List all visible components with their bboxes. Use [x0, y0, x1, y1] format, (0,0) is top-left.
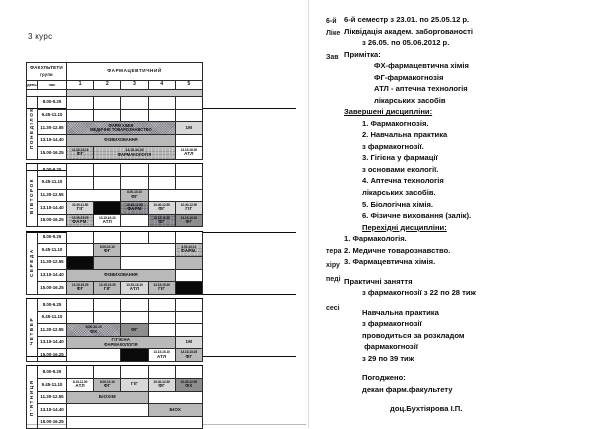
time-slot-label: 8.00-9.25 [38, 299, 67, 312]
schedule-cell[interactable] [94, 147, 176, 160]
schedule-cell[interactable] [121, 189, 148, 202]
schedule-cell[interactable] [94, 366, 121, 379]
schedule-row[interactable] [27, 122, 203, 135]
timetable[interactable] [26, 62, 203, 429]
ghost-fragment-3: тера [326, 248, 342, 255]
transition-item-0: 1. Фармакологія. [344, 234, 407, 244]
note-liquidation-dates: з 26.05. по 05.06.2012 р. [362, 38, 450, 48]
cell-subject: ФГ [158, 218, 166, 224]
cell-subject: ФГ [185, 353, 193, 359]
transition-item-1: 2. Медичне товарознавство. [344, 245, 451, 255]
cell-time: 8.00-10.10 [181, 245, 197, 250]
schedule-row[interactable] [27, 379, 203, 392]
cell-subject: ФІЗВИХОВАННЯ [104, 272, 138, 278]
schedule-row[interactable] [27, 176, 203, 189]
cell-subject: ГІГІЄНА [111, 337, 131, 343]
schedule-cell[interactable] [67, 269, 176, 282]
schedule-cell[interactable] [148, 97, 175, 110]
schedule-row[interactable] [27, 214, 203, 227]
cell-subject: ГІГ [103, 286, 111, 292]
cell-subject: ГІГ [131, 381, 138, 387]
cell-time: 10.40-12.50 [153, 379, 170, 384]
cell-subject: ФГ [158, 206, 166, 212]
schedule-cell[interactable] [175, 311, 202, 324]
time-slot-label: 11.30-12.55 [38, 256, 67, 269]
transition-disciplines-list [344, 233, 594, 268]
cell-time: 13.15-16.30 [125, 148, 144, 153]
practice-title: Практичні заняття [344, 276, 413, 286]
training-line-3: фармакогнозії [362, 342, 418, 352]
day-label-4: П'ЯТНИЦЯ [27, 366, 38, 429]
time-slot-label: 11.30-12.55 [38, 324, 67, 337]
schedule-cell[interactable] [67, 97, 94, 110]
col-header-group-4: 4 [148, 81, 175, 90]
schedule-cell[interactable] [175, 336, 202, 349]
cell-subject: ФХ [90, 328, 98, 334]
schedule-cell[interactable] [67, 311, 94, 324]
cell-time: 8.00-10.10 [127, 190, 142, 195]
cell-subject: ГІГ [185, 206, 193, 212]
cell-subject: ФГ [131, 193, 138, 199]
schedule-cell[interactable] [148, 202, 175, 215]
schedule-cell[interactable] [175, 349, 202, 362]
cell-time: 10.40-12.50 [153, 202, 170, 207]
day-label-3: ЧЕТВЕР [27, 299, 38, 362]
schedule-cell[interactable] [148, 231, 175, 244]
signer: доц.Бухтіярова І.П. [390, 404, 463, 414]
schedule-cell[interactable] [67, 189, 121, 202]
schedule-row[interactable] [27, 97, 203, 110]
schedule-cell[interactable] [67, 416, 203, 429]
schedule-cell[interactable] [175, 324, 202, 337]
schedule-cell[interactable] [67, 109, 94, 122]
cell-time: 13.15-16.10 [99, 215, 116, 220]
schedule-cell[interactable] [175, 109, 202, 122]
cell-subject: АТЛ [75, 383, 85, 389]
schedule-row[interactable] [27, 311, 203, 324]
page-fold [308, 0, 309, 428]
schedule-cell[interactable] [148, 366, 175, 379]
cell-subject: ГІГ [158, 286, 166, 292]
cell-subject: ФГ [185, 218, 193, 224]
schedule-cell[interactable] [148, 109, 175, 122]
time-slot-label: 13.15-14.40 [38, 404, 67, 417]
schedule-cell[interactable] [148, 311, 175, 324]
schedule-cell[interactable] [94, 202, 121, 215]
schedule-cell[interactable] [67, 164, 94, 177]
training-line-1: з фармакогнозії [362, 319, 422, 329]
schedule-cell[interactable] [148, 189, 202, 202]
time-slot-label: 8.00-9.25 [38, 231, 67, 244]
time-slot-label: 8.00-9.25 [38, 97, 67, 110]
schedule-row[interactable] [27, 134, 203, 147]
time-slot-label: 15.00-16.25 [38, 349, 67, 362]
schedule-row[interactable] [27, 109, 203, 122]
approved-by: декан фарм.факультету [362, 384, 453, 394]
schedule-cell[interactable] [121, 349, 148, 362]
schedule-cell[interactable] [148, 164, 175, 177]
day-label-0: ПОНЕДІЛОК [27, 97, 38, 160]
schedule-cell[interactable] [94, 299, 121, 312]
schedule-row[interactable] [27, 202, 203, 215]
cell-subject: ФАРМ. [72, 218, 89, 224]
time-slot-label: 9.45-11.10 [38, 311, 67, 324]
schedule-row[interactable] [27, 269, 203, 282]
cell-time: 10.40-12.50 [180, 202, 198, 207]
page-title: 3 курс [28, 32, 53, 41]
col-header-group-3: 3 [121, 81, 148, 90]
ghost-fragment-0: 6-й [326, 18, 337, 25]
cell-time: 13.15-15.25 [180, 350, 198, 355]
cell-time: 8.00-10.10 [99, 379, 115, 384]
time-slot-label: 11.30-12.55 [38, 122, 67, 135]
schedule-cell[interactable] [94, 214, 121, 227]
col-header-group-1: 1 [67, 81, 94, 90]
cell-subject: 1М [185, 339, 193, 345]
schedule-cell[interactable] [175, 147, 202, 160]
cell-subject: 1М [185, 124, 193, 130]
cell-time: 13.15-16.30 [153, 215, 170, 220]
schedule-cell[interactable] [121, 299, 148, 312]
schedule-cell[interactable] [148, 324, 175, 337]
faculty-name: ФАРМАЦЕВТИЧНИЙ [67, 63, 203, 81]
schedule-cell[interactable] [121, 244, 175, 257]
schedule-cell[interactable] [67, 282, 94, 295]
schedule-cell[interactable] [175, 244, 202, 257]
completed-item-0: 1. Фармакогнозія. [362, 118, 429, 128]
training-line-4: з 29 по 39 тиж [362, 353, 415, 363]
schedule-cell[interactable] [121, 366, 148, 379]
schedule-cell[interactable] [175, 164, 202, 177]
schedule-cell[interactable] [94, 176, 121, 189]
schedule-cell[interactable] [67, 336, 176, 349]
schedule-row[interactable] [27, 164, 203, 177]
cell-time: 10.40-12.50 [126, 202, 143, 207]
faculty-title: ФАКУЛЬТЕТИ [30, 64, 63, 70]
cell-subject: ФГ [76, 151, 84, 157]
schedule-cell[interactable] [67, 244, 94, 257]
time-slot-label: 8.00-9.25 [38, 366, 67, 379]
cell-time: 8.00-10.10 [99, 245, 115, 250]
abbreviation-line-2: АТЛ - аптечна технологія [374, 84, 468, 94]
ghost-fragment-4: хіру [326, 262, 340, 269]
cell-subject: АТЛ [156, 353, 167, 359]
schedule-cell[interactable] [121, 214, 148, 227]
time-slot-label: 8.00-9.25 [38, 164, 67, 177]
schedule-cell[interactable] [67, 147, 94, 160]
cell-time: 13.15-16.10 [126, 282, 143, 287]
completed-item-2: з фармакогнозії. [362, 141, 424, 151]
completed-item-6: лікарських засобів. [362, 187, 436, 197]
schedule-row[interactable] [27, 391, 203, 404]
schedule-cell[interactable] [121, 282, 148, 295]
schedule-cell[interactable] [121, 176, 148, 189]
schedule-row[interactable] [27, 244, 203, 257]
time-slot-label: 9.45-11.10 [38, 244, 67, 257]
schedule-cell[interactable] [67, 366, 94, 379]
cell-time: 13.15-15.15 [71, 148, 89, 153]
schedule-cell[interactable] [175, 176, 202, 189]
schedule-cell[interactable] [175, 202, 202, 215]
schedule-row[interactable] [27, 299, 203, 312]
schedule-cell[interactable] [94, 109, 121, 122]
schedule-cell[interactable] [175, 379, 202, 392]
schedule-cell[interactable] [94, 256, 121, 269]
group-header-row [27, 81, 203, 90]
ghost-fragment-2: Зав [326, 54, 339, 61]
schedule-cell[interactable] [148, 214, 175, 227]
training-line-0: Навчальна практика [362, 307, 439, 317]
schedule-cell[interactable] [175, 122, 202, 135]
schedule-cell[interactable] [148, 404, 202, 417]
schedule-cell[interactable] [67, 404, 149, 417]
completed-item-3: 3. Гігієна у фармації [362, 153, 438, 163]
schedule-cell[interactable] [148, 282, 175, 295]
time-slot-label: 9.45-11.10 [38, 109, 67, 122]
time-slot-label: 15.00-16.25 [38, 416, 67, 429]
schedule-row[interactable] [27, 336, 203, 349]
schedule-row[interactable] [27, 282, 203, 295]
completed-disciplines-list [344, 118, 594, 222]
practice-line: з фармакогнозії з 22 по 28 тиж [362, 288, 476, 298]
cell-time: 13.15-15.20 [153, 282, 170, 287]
completed-item-4: з основами екології. [362, 164, 439, 174]
cell-subject: БІОХІМ [98, 394, 116, 400]
schedule-row[interactable] [27, 404, 203, 417]
training-practice-list [344, 307, 594, 365]
schedule-cell[interactable] [121, 324, 148, 337]
schedule-cell[interactable] [94, 379, 121, 392]
schedule-cell[interactable] [175, 231, 202, 244]
schedule-cell[interactable] [121, 202, 148, 215]
time-slot-label: 13.15-14.40 [38, 269, 67, 282]
schedule-cell[interactable] [175, 134, 202, 147]
schedule-cell[interactable] [121, 231, 148, 244]
cell-time: 10.40-11.50 [71, 202, 89, 207]
schedule-cell[interactable] [67, 299, 94, 312]
abbreviation-line-1: ФГ-фармакогнозія [374, 72, 444, 82]
cell-subject: АТЛ [129, 286, 140, 292]
schedule-cell[interactable] [67, 214, 94, 227]
schedule-cell[interactable] [67, 349, 121, 362]
cell-subject: ФГ [103, 383, 111, 389]
schedule-cell[interactable] [94, 231, 121, 244]
cell-subject: ФГ [158, 383, 166, 389]
schedule-cell[interactable] [121, 109, 148, 122]
schedule-cell[interactable] [175, 256, 202, 269]
schedule-cell[interactable] [94, 244, 121, 257]
schedule-cell[interactable] [175, 214, 202, 227]
cell-subject: БІОХ [169, 406, 182, 412]
time-slot-label: 9.45-11.10 [38, 379, 67, 392]
schedule-row[interactable] [27, 349, 203, 362]
time-slot-label: 11.30-12.55 [38, 189, 67, 202]
approved-title: Погоджено: [362, 373, 406, 383]
schedule-cell[interactable] [121, 97, 148, 110]
cell-subject: АТЛ [102, 218, 112, 224]
schedule-row[interactable] [27, 231, 203, 244]
cell-subject: ФГ [103, 248, 111, 254]
completed-item-5: 4. Аптечна технологія [362, 176, 444, 186]
time-slot-label: 13.15-14.40 [38, 134, 67, 147]
day-label-2: СЕРЕДА [27, 231, 38, 294]
ghost-fragment-1: Ліке [326, 30, 341, 37]
abbreviation-list [344, 60, 594, 106]
cell-subject: ФГ [76, 286, 84, 292]
cell-subject: АТЛ [184, 151, 194, 157]
cell-time: 8.00-10.10 [85, 324, 102, 329]
cell-subject: ФІЗВИХОВАННЯ [104, 137, 138, 143]
time-slot-label: 11.30-12.55 [38, 391, 67, 404]
schedule-cell[interactable] [148, 349, 175, 362]
completed-item-7: 5. Біологічна хімія. [362, 199, 434, 209]
col-header-group-5: 5 [175, 81, 202, 90]
schedule-cell[interactable] [175, 366, 202, 379]
training-line-2: проводиться за розкладом [362, 330, 465, 340]
col-header-day: день [27, 81, 38, 90]
completed-item-8: 6. Фізичне виховання (залік). [362, 211, 472, 221]
schedule-cell[interactable] [67, 122, 176, 135]
schedule-cell[interactable] [121, 379, 148, 392]
faculty-header [27, 63, 67, 81]
col-header-time: час [38, 81, 67, 90]
time-slot-label: 15.00-16.25 [38, 282, 67, 295]
schedule-cell[interactable] [67, 256, 94, 269]
time-slot-label: 13.15-14.40 [38, 202, 67, 215]
col-header-group-2: 2 [94, 81, 121, 90]
schedule-cell[interactable] [67, 134, 176, 147]
time-slot-label: 9.45-11.10 [38, 176, 67, 189]
schedule-cell[interactable] [94, 164, 121, 177]
schedule-cell[interactable] [67, 379, 94, 392]
table-header-row [27, 63, 203, 81]
cell-time: 8.15-11.00 [72, 379, 88, 384]
schedule-cell[interactable] [175, 299, 202, 312]
cell-time: 13.15-15.25 [99, 282, 116, 287]
schedule-row[interactable] [27, 147, 203, 160]
note-liquidation: Ліквідація академ. заборгованості [344, 26, 473, 36]
completed-title: Завершені дисципліни: [344, 107, 433, 117]
cell-time: 13.15-15.25 [71, 282, 89, 287]
schedule-row[interactable] [27, 366, 203, 379]
abbreviation-line-3: лікарських засобів [374, 95, 446, 105]
schedule-row[interactable] [27, 324, 203, 337]
schedule-row[interactable] [27, 189, 203, 202]
schedule-cell[interactable] [148, 391, 202, 404]
time-slot-label: 15.00-16.25 [38, 214, 67, 227]
schedule-cell[interactable] [175, 269, 202, 282]
schedule-cell[interactable] [148, 379, 175, 392]
transition-title: Перехідні дисципліни: [362, 222, 447, 232]
notes-panel [344, 14, 594, 415]
header-band [27, 90, 203, 97]
note-remark-title: Примітка: [344, 49, 381, 59]
cell-time: 13.15-16.10 [153, 350, 170, 355]
cell-subject: ГІГ [76, 206, 84, 212]
day-label-1: ВІВТОРОК [27, 164, 38, 227]
cell-subject: ФАРМ. [180, 248, 197, 254]
cell-subject: ФХ [185, 383, 193, 389]
schedule-cell[interactable] [94, 311, 121, 324]
schedule-cell[interactable] [148, 176, 175, 189]
ghost-fragment-6: сесі [326, 305, 340, 312]
cell-subject: ФАРМ ХІМІЯ [108, 122, 134, 128]
cell-subject: ФАРМ [127, 206, 142, 212]
schedule-row[interactable] [27, 416, 203, 429]
abbreviation-line-0: ФХ-фармацевтична хімія [374, 61, 469, 71]
ghost-fragment-5: педі [326, 276, 341, 283]
schedule-cell[interactable] [121, 164, 148, 177]
schedule-cell[interactable] [121, 311, 148, 324]
time-slot-label: 13.15-14.40 [38, 336, 67, 349]
completed-item-1: 2. Навчальна практика [362, 130, 448, 140]
schedule-cell[interactable] [67, 202, 94, 215]
schedule-table[interactable] [26, 62, 202, 429]
schedule-cell[interactable] [67, 231, 94, 244]
cell-subject: ФАРМАКОЛОГІЯ [117, 151, 152, 157]
cell-subject: ФГ [131, 326, 138, 332]
cell-time: 13.15-16.30 [180, 215, 198, 220]
schedule-cell[interactable] [148, 299, 175, 312]
cell-time: 10.40-12.50 [180, 379, 198, 384]
schedule-cell[interactable] [67, 324, 121, 337]
schedule-cell[interactable] [175, 282, 202, 295]
cell-subject-secondary: ФАРМАКОЛОГІЯ [104, 341, 138, 347]
cell-time: 13.15-16.30 [180, 148, 198, 153]
faculty-sub: групи [40, 71, 53, 77]
schedule-cell[interactable] [94, 282, 121, 295]
time-slot-label: 15.00-16.25 [38, 147, 67, 160]
schedule-cell[interactable] [67, 176, 94, 189]
cell-time: 13.15-15.25 [71, 215, 89, 220]
cell-subject-secondary: МЕДИЧНЕ ТОВАРОЗНАВСТВО [90, 126, 152, 132]
schedule-cell[interactable] [121, 256, 175, 269]
schedule-row[interactable] [27, 256, 203, 269]
schedule-cell[interactable] [94, 97, 121, 110]
transition-item-2: 3. Фармацевтична хімія. [344, 257, 436, 267]
schedule-cell[interactable] [67, 391, 149, 404]
note-semester: 6-й семестр з 23.01. по 25.05.12 р. [344, 15, 470, 24]
schedule-cell[interactable] [175, 97, 202, 110]
